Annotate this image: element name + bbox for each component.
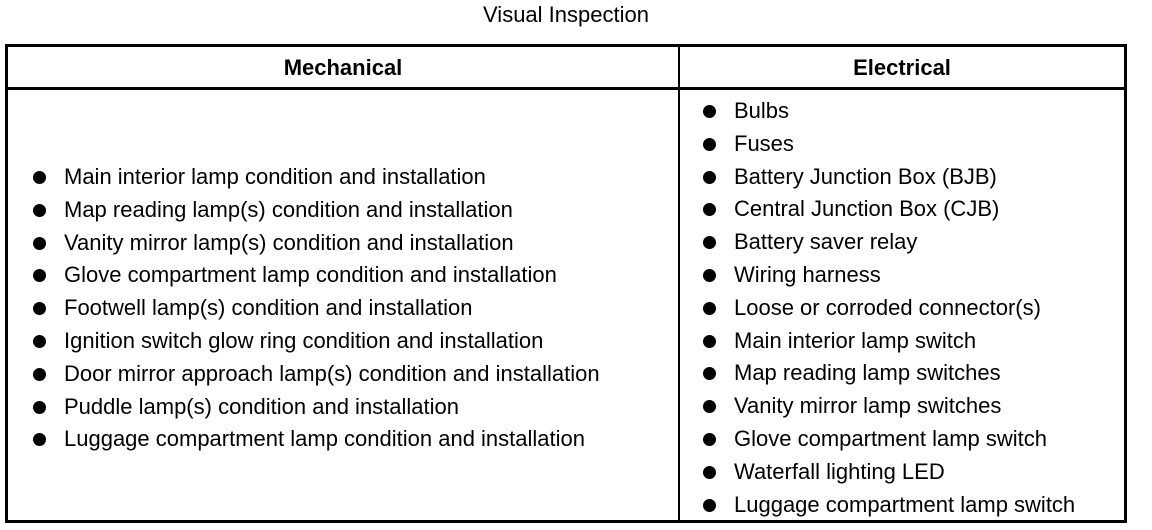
bullet-icon (703, 335, 716, 348)
column-divider (678, 47, 680, 520)
mechanical-item-text: Map reading lamp(s) condition and installation (64, 196, 513, 222)
bullet-icon (703, 269, 716, 282)
bullet-icon (703, 302, 716, 315)
bullet-icon (703, 400, 716, 413)
column-header-electrical: Electrical (853, 55, 951, 80)
electrical-list (700, 95, 1075, 521)
electrical-item-text: Battery saver relay (734, 229, 918, 255)
electrical-item-text: Glove compartment lamp switch (734, 425, 1047, 451)
mechanical-list-item (30, 292, 600, 325)
bullet-icon (703, 171, 716, 184)
electrical-list-item (700, 357, 1075, 390)
mechanical-list-item (30, 391, 600, 424)
bullet-icon (703, 105, 716, 118)
electrical-item-text: Central Junction Box (CJB) (734, 196, 1000, 222)
electrical-list-item (700, 390, 1075, 423)
electrical-list-item (700, 423, 1075, 456)
mechanical-list-item (30, 161, 600, 194)
visual-inspection-table (5, 44, 1127, 523)
bullet-icon (703, 433, 716, 446)
electrical-item-text: Fuses (734, 130, 794, 156)
electrical-list-item (700, 325, 1075, 358)
bullet-icon (703, 367, 716, 380)
mechanical-list-item (30, 358, 600, 391)
bullet-icon (33, 335, 46, 348)
electrical-item-text: Main interior lamp switch (734, 327, 977, 353)
bullet-icon (33, 204, 46, 217)
electrical-item-text: Bulbs (734, 98, 790, 123)
mechanical-list-item (30, 259, 600, 292)
electrical-item-text: Loose or corroded connector(s) (734, 294, 1041, 320)
mechanical-item-text: Door mirror approach lamp(s) condition and installation (64, 360, 600, 386)
electrical-list-item (700, 292, 1075, 325)
electrical-list-item (700, 226, 1075, 259)
mechanical-list-item (30, 325, 600, 358)
mechanical-list-item (30, 227, 600, 260)
bullet-icon (33, 171, 46, 184)
mechanical-item-text: Luggage compartment lamp condition and installation (64, 426, 585, 452)
mechanical-item-text: Footwell lamp(s) condition and installation (64, 295, 473, 321)
bullet-icon (33, 401, 46, 414)
electrical-list-item (700, 95, 1075, 128)
electrical-list-item (700, 161, 1075, 194)
bullet-icon (703, 499, 716, 512)
bullet-icon (33, 368, 46, 381)
electrical-item-text: Wiring harness (734, 261, 881, 287)
column-header-mechanical: Mechanical (283, 55, 403, 80)
electrical-list-item (700, 456, 1075, 489)
electrical-item-text: Map reading lamp switches (734, 360, 1001, 386)
mechanical-item-text: Glove compartment lamp condition and installation (64, 262, 557, 288)
electrical-item-text: Battery Junction Box (BJB) (734, 163, 997, 189)
bullet-icon (703, 203, 716, 216)
bullet-icon (33, 302, 46, 315)
electrical-item-text: Vanity mirror lamp switches (734, 393, 1002, 419)
mechanical-list-item (30, 423, 600, 456)
electrical-item-text: Waterfall lighting LED (734, 458, 945, 484)
mechanical-item-text: Vanity mirror lamp(s) condition and installation (64, 229, 514, 255)
header-divider (8, 87, 1124, 90)
mechanical-item-text: Ignition switch glow ring condition and installation (64, 327, 544, 353)
mechanical-list-item (30, 194, 600, 227)
bullet-icon (703, 236, 716, 249)
electrical-item-text: Luggage compartment lamp switch (734, 491, 1076, 517)
bullet-icon (33, 237, 46, 250)
bullet-icon (33, 433, 46, 446)
bullet-icon (33, 269, 46, 282)
mechanical-list (30, 161, 600, 456)
bullet-icon (703, 138, 716, 151)
electrical-list-item (700, 193, 1075, 226)
table-caption: Visual Inspection (483, 2, 649, 27)
bullet-icon (703, 466, 716, 479)
electrical-list-item (700, 128, 1075, 161)
mechanical-item-text: Puddle lamp(s) condition and installation (64, 393, 460, 419)
mechanical-item-text: Main interior lamp condition and installation (64, 164, 486, 189)
electrical-list-item (700, 489, 1075, 522)
electrical-list-item (700, 259, 1075, 292)
